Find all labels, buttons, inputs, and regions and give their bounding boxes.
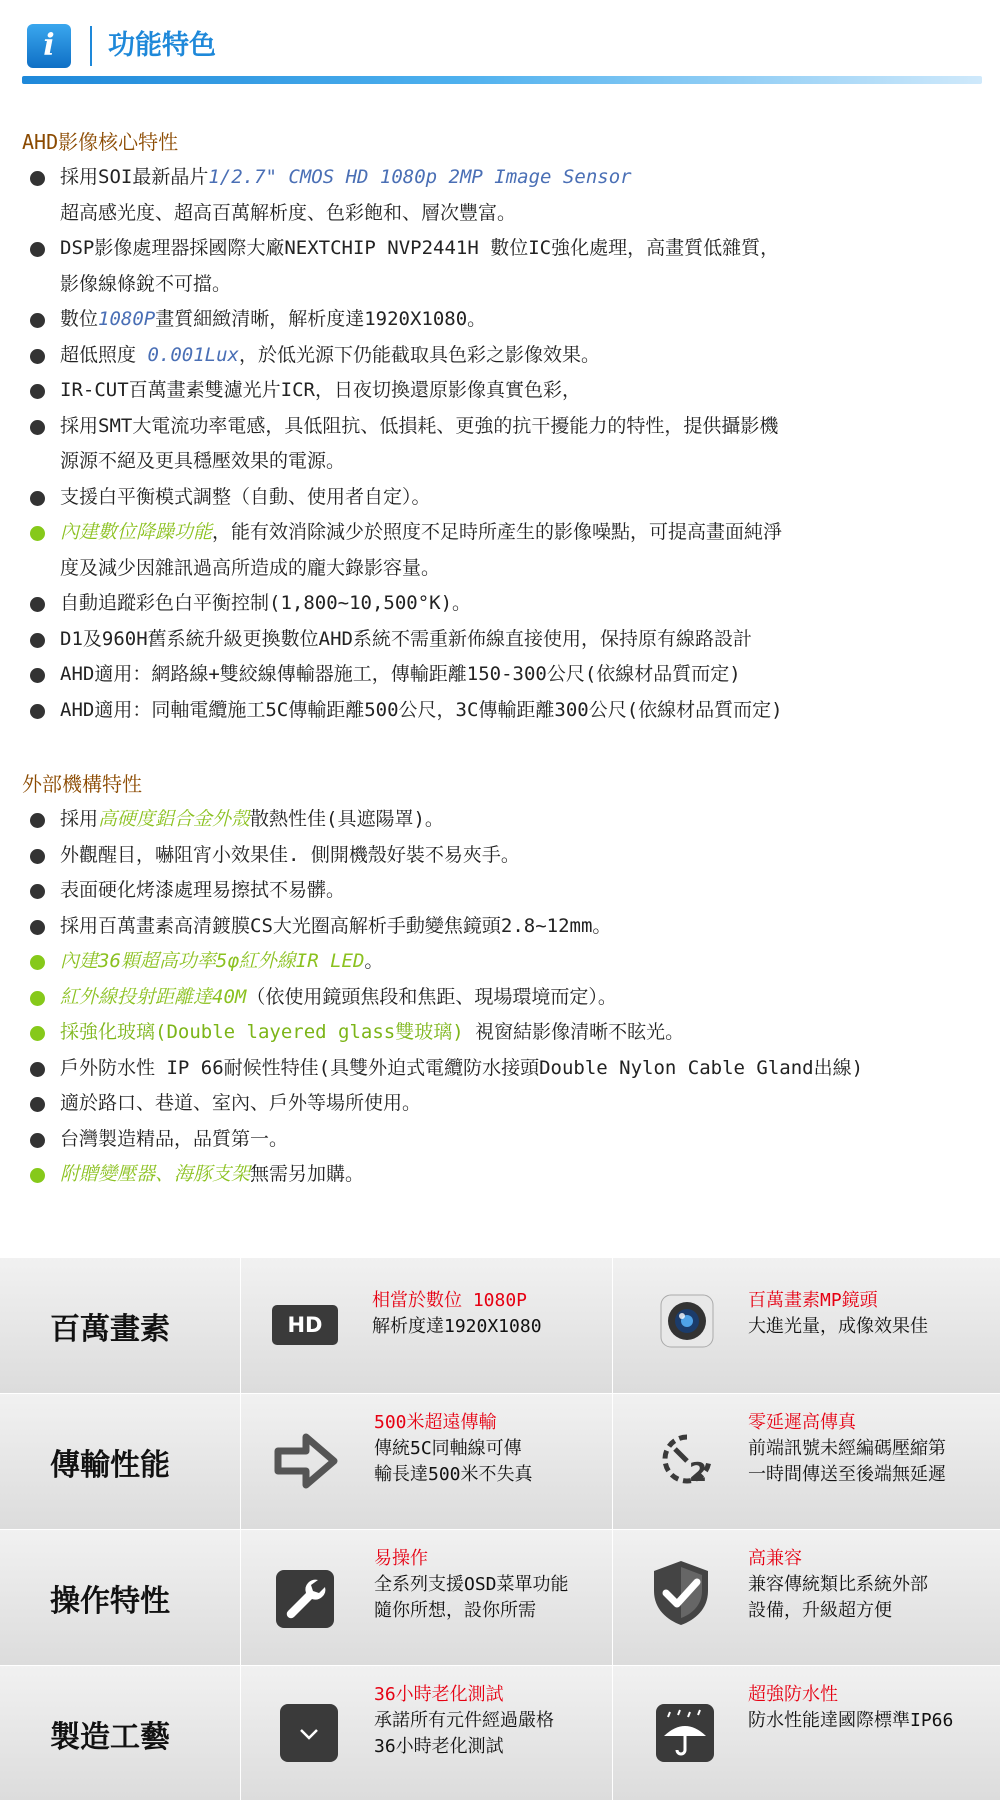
grid-row	[0, 1258, 1000, 1393]
feature-title: 相當於數位 1080P	[372, 1290, 528, 1311]
umbrella-rain-icon	[652, 1700, 718, 1766]
list-item: 戶外防水性 IP 66耐候性特佳(具雙外迫式電纜防水接頭Double Nylon Cable Gland出線)	[22, 1051, 982, 1087]
list-item: 採用SMT大電流功率電感，具低阻抗、低損耗、更強的抗干擾能力的特性，提供攝影機	[22, 409, 982, 445]
hd-icon: HD	[272, 1292, 338, 1358]
list-item: 採用SOI最新晶片1/2.7" CMOS HD 1080p 2MP Image Sensor	[22, 160, 982, 196]
feature-title: 500米超遠傳輸	[374, 1412, 497, 1433]
feature-desc: 兼容傳統類比系統外部 設備，升級超方便	[748, 1574, 928, 1621]
category-label: 傳輸性能	[50, 1447, 170, 1483]
feature-list	[22, 802, 982, 1193]
highlight-text: 附贈變壓器、海豚支架	[60, 1163, 251, 1185]
list-item: 適於路口、巷道、室內、戶外等場所使用。	[22, 1086, 982, 1122]
list-item: 影像線條銳不可擋。	[60, 272, 232, 295]
wrench-icon	[272, 1566, 338, 1632]
list-item: 採用高硬度鋁合金外殼散熱性佳(具遮陽罩)。	[22, 802, 982, 838]
feature-grid	[0, 1258, 1000, 1800]
list-item: 表面硬化烤漆處理易擦拭不易髒。	[22, 873, 982, 909]
list-item: 超高感光度、超高百萬解析度、色彩飽和、層次豐富。	[60, 201, 517, 224]
page-header	[22, 22, 982, 82]
section-ahd-core	[22, 124, 982, 728]
list-item: 內建36顆超高功率5φ紅外線IR LED。	[22, 944, 982, 980]
list-item: D1及960H舊系統升級更換數位AHD系統不需重新佈線直接使用，保持原有線路設計	[22, 622, 982, 658]
grid-row	[0, 1666, 1000, 1800]
list-item: 採強化玻璃(Double layered glass雙玻璃) 視窗結影像清晰不眩光。	[22, 1015, 982, 1051]
list-item: 數位1080P畫質細緻清晰，解析度達1920X1080。	[22, 302, 982, 338]
list-item: 外觀醒目，嚇阻宵小效果佳. 側開機殼好裝不易夾手。	[22, 838, 982, 874]
highlight-text: 1080P	[98, 308, 156, 330]
header-divider	[90, 26, 92, 66]
highlight-text: 採強化玻璃(Double layered glass雙玻璃)	[60, 1021, 464, 1043]
list-item: 自動追蹤彩色白平衡控制(1,800~10,500°K)。	[22, 586, 982, 622]
feature-desc: 全系列支援OSD菜單功能 隨你所想，設你所需	[374, 1574, 569, 1621]
highlight-text: 內建36顆超高功率5φ紅外線IR LED	[60, 950, 365, 972]
list-item: 源源不絕及更具穩壓效果的電源。	[60, 450, 346, 472]
arrow-right-icon	[272, 1428, 338, 1494]
highlight-text: 1/2.7" CMOS HD 1080p 2MP Image Sensor	[208, 166, 632, 188]
highlight-text: 高硬度鋁合金外殼	[98, 808, 251, 830]
list-item: 採用百萬畫素高清鍍膜CS大光圈高解析手動變焦鏡頭2.8~12mm。	[22, 909, 982, 945]
page-title: 功能特色	[108, 30, 216, 61]
feature-list	[22, 160, 982, 728]
list-item: 度及減少因雜訊過高所造成的龐大錄影容量。	[60, 556, 441, 579]
feature-title: 高兼容	[748, 1548, 802, 1569]
list-item: 內建數位降躁功能，能有效消除減少於照度不足時所產生的影像噪點，可提高畫面純淨	[22, 515, 982, 551]
feature-title: 超強防水性	[748, 1684, 838, 1705]
category-label: 百萬畫素	[50, 1311, 170, 1347]
svg-text:2: 2	[689, 1458, 708, 1488]
feature-title: 零延遲高傳真	[748, 1412, 856, 1433]
feature-desc: 解析度達1920X1080	[372, 1316, 542, 1337]
info-icon: i	[27, 24, 71, 68]
zero-latency-icon	[654, 1426, 720, 1492]
grid-row	[0, 1530, 1000, 1665]
section-heading: 外部機構特性	[22, 772, 142, 796]
feature-title: 易操作	[374, 1548, 428, 1569]
section-exterior	[22, 766, 982, 1193]
list-item: DSP影像處理器採國際大廠NEXTCHIP NVP2441H 數位IC強化處理，高畫質低雜質，	[22, 231, 982, 267]
shield-check-icon	[648, 1560, 714, 1626]
section-heading: AHD影像核心特性	[22, 130, 179, 154]
feature-desc: 承諾所有元件經過嚴格 36小時老化測試	[374, 1710, 554, 1757]
feature-desc: 前端訊號未經編碼壓縮第 一時間傳送至後端無延遲	[748, 1438, 946, 1485]
list-item: 支援白平衡模式調整（自動、使用者自定）。	[22, 480, 982, 516]
list-item: 超低照度 0.001Lux，於低光源下仍能截取具色彩之影像效果。	[22, 338, 982, 374]
highlight-text: 0.001Lux	[147, 343, 239, 366]
grid-row	[0, 1394, 1000, 1529]
feature-title: 百萬畫素MP鏡頭	[748, 1290, 878, 1311]
camera-lens-icon	[654, 1288, 720, 1354]
highlight-text: 紅外線投射距離達40M	[60, 985, 247, 1008]
feature-title: 36小時老化測試	[374, 1684, 504, 1705]
feature-desc: 傳統5C同軸線可傳 輸長達500米不失真	[374, 1438, 533, 1485]
feature-desc: 大進光量，成像效果佳	[748, 1316, 928, 1337]
highlight-text: 內建數位降躁功能	[60, 521, 213, 543]
header-underline	[22, 76, 982, 84]
check-badge-icon	[276, 1700, 342, 1766]
list-item: 台灣製造精品，品質第一。	[22, 1122, 982, 1158]
list-item: IR-CUT百萬畫素雙濾光片ICR，日夜切換還原影像真實色彩，	[22, 373, 982, 409]
category-label: 製造工藝	[50, 1719, 170, 1755]
list-item: 附贈變壓器、海豚支架無需另加購。	[22, 1157, 982, 1193]
list-item: AHD適用：同軸電纜施工5C傳輸距離500公尺，3C傳輸距離300公尺(依線材品質而定)	[22, 693, 982, 729]
feature-desc: 防水性能達國際標準IP66	[748, 1710, 954, 1731]
list-item: AHD適用：網路線+雙絞線傳輸器施工，傳輸距離150-300公尺(依線材品質而定)	[22, 657, 982, 693]
category-label: 操作特性	[50, 1583, 170, 1619]
list-item: 紅外線投射距離達40M（依使用鏡頭焦段和焦距、現場環境而定）。	[22, 980, 982, 1016]
